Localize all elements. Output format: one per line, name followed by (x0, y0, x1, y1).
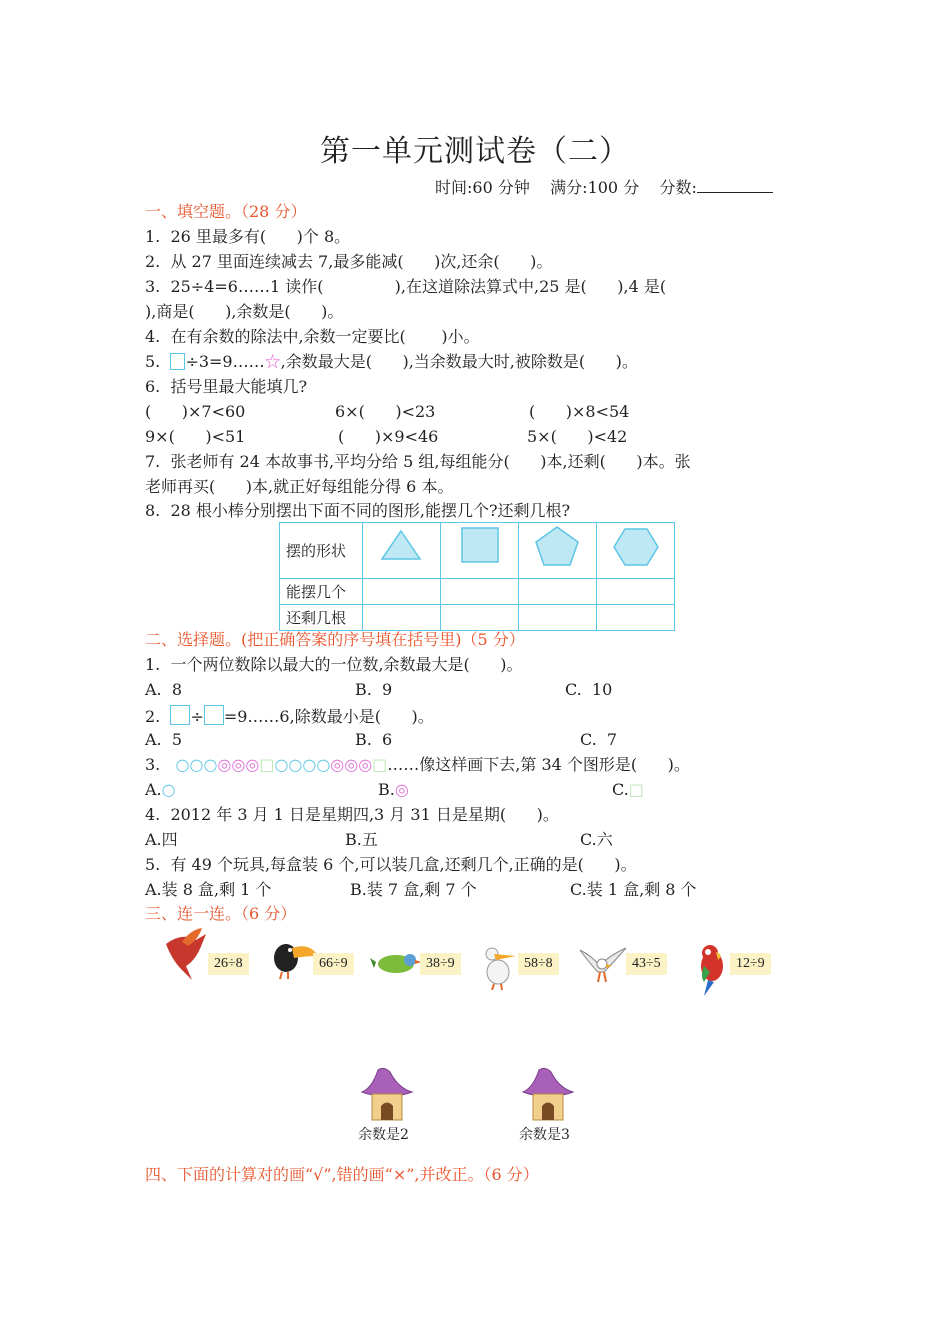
s1-q6-c: ( )×8<54 (529, 402, 630, 421)
exam-meta (435, 178, 773, 198)
house-icon[interactable] (519, 1066, 577, 1124)
pentagon-icon (519, 523, 597, 579)
q5-number: 5. (145, 352, 161, 371)
s2-q3-c (612, 780, 644, 800)
q3-c-label: C. (612, 780, 629, 799)
row-label-shape: 摆的形状 (280, 523, 363, 579)
answer-cell[interactable] (441, 579, 519, 605)
s1-q5 (145, 352, 638, 372)
q3-b-label: B. (378, 780, 395, 799)
s1-q6-d: 9×( )<51 (145, 427, 246, 446)
s1-q4: 4. 在有余数的除法中,余数一定要比( )小。 (145, 327, 480, 346)
s2-q1-b: B. 9 (355, 680, 393, 699)
toucan-icon[interactable] (266, 938, 320, 980)
s2-q2 (145, 705, 434, 727)
s2-q4-a: A.四 (145, 830, 178, 849)
square-icon (441, 523, 519, 579)
s2-q1-c: C. 10 (565, 680, 613, 699)
square-icon: □ (372, 755, 388, 774)
green-bird-icon[interactable] (370, 948, 422, 980)
answer-cell[interactable] (519, 579, 597, 605)
s2-q2-b: B. 6 (355, 730, 393, 749)
s1-q7-cont: 老师再买( )本,就正好每组能分得 6 本。 (145, 477, 454, 496)
exam-meta-text: 时间:60 分钟 满分:100 分 分数: (435, 178, 697, 197)
bird-icon[interactable] (162, 926, 212, 982)
shapes-table (279, 522, 675, 631)
s1-q7: 7. 张老师有 24 本故事书,平均分给 5 组,每组能分( )本,还剩( )本。张 (145, 452, 691, 471)
expr-1[interactable]: 66÷9 (313, 953, 354, 975)
s2-q3-b (378, 780, 409, 800)
s2-q2-a: A. 5 (145, 730, 182, 749)
s2-q5-b: B.装 7 盒,剩 7 个 (350, 880, 477, 899)
s2-q4-b: B.五 (345, 830, 378, 849)
s1-q6-e: ( )×9<46 (338, 427, 439, 446)
row-label-count: 能摆几个 (280, 579, 363, 605)
circle-icon: ○ (161, 780, 176, 799)
double-circle-icon: ◎◎◎ (217, 755, 260, 774)
s1-q2: 2. 从 27 里面连续减去 7,最多能减( )次,还余( )。 (145, 252, 553, 271)
q5-question: ,余数最大是( ),当余数最大时,被除数是( )。 (280, 352, 638, 371)
section2-heading: 二、选择题。(把正确答案的序号填在括号里)（5 分） (145, 630, 525, 649)
s1-q3: 3. 25÷4=6……1 读作( ),在这道除法算式中,25 是( ),4 是( (145, 277, 667, 296)
s2-q3-a (145, 780, 176, 800)
s2-q2-c: C. 7 (580, 730, 618, 749)
answer-cell[interactable] (519, 605, 597, 631)
square-icon: □ (628, 780, 644, 799)
circle-icon: ○○○○ (274, 755, 331, 774)
box-icon (170, 705, 190, 725)
square-icon: □ (259, 755, 275, 774)
house-label-1: 余数是3 (519, 1127, 570, 1143)
seagull-icon[interactable] (578, 942, 628, 988)
expr-5[interactable]: 12÷9 (730, 953, 771, 975)
hexagon-icon (597, 523, 675, 579)
s2-q4: 4. 2012 年 3 月 1 日是星期四,3 月 31 日是星期( )。 (145, 805, 559, 824)
q5-equation: ÷3=9…… (185, 352, 265, 371)
circle-icon: ○○○ (175, 755, 218, 774)
s2-q4-c: C.六 (580, 830, 613, 849)
star-icon: ☆ (264, 352, 281, 371)
s1-q6-a: ( )×7<60 (145, 402, 246, 421)
s2-q5: 5. 有 49 个玩具,每盒装 6 个,可以装几盒,还剩几个,正确的是( )。 (145, 855, 637, 874)
expr-2[interactable]: 38÷9 (420, 953, 461, 975)
s2-q1: 1. 一个两位数除以最大的一位数,余数最大是( )。 (145, 655, 523, 674)
section1-heading: 一、填空题。（28 分） (145, 202, 307, 221)
double-circle-icon: ◎◎◎ (330, 755, 373, 774)
expr-4[interactable]: 43÷5 (626, 953, 667, 975)
answer-cell[interactable] (597, 579, 675, 605)
s2-q1-a: A. 8 (145, 680, 182, 699)
house-label-0: 余数是2 (358, 1127, 409, 1143)
page-title: 第一单元测试卷（二） (320, 134, 630, 169)
q2-divide: ÷ (190, 707, 204, 726)
s1-q3-cont: ),商是( ),余数是( )。 (145, 302, 344, 321)
box-icon (170, 353, 185, 370)
parrot-icon[interactable] (694, 942, 730, 996)
double-circle-icon: ◎ (394, 780, 409, 799)
s1-q1: 1. 26 里最多有( )个 8。 (145, 227, 351, 246)
q3-text: ……像这样画下去,第 34 个图形是( )。 (387, 755, 690, 774)
s1-q6-f: 5×( )<42 (527, 427, 628, 446)
s2-q5-c: C.装 1 盒,剩 8 个 (570, 880, 697, 899)
s1-q8: 8. 28 根小棒分别摆出下面不同的图形,能摆几个?还剩几根? (145, 501, 571, 520)
q2-text: =9……6,除数最小是( )。 (223, 707, 434, 726)
s2-q5-a: A.装 8 盒,剩 1 个 (145, 880, 272, 899)
q2-number: 2. (145, 707, 161, 726)
s1-q6: 6. 括号里最大能填几? (145, 377, 308, 396)
pelican-icon[interactable] (478, 944, 518, 990)
section4-heading: 四、下面的计算对的画“√”,错的画“×”,并改正。（6 分） (145, 1165, 539, 1184)
score-blank[interactable] (697, 178, 773, 193)
answer-cell[interactable] (363, 605, 441, 631)
s1-q6-b: 6×( )<23 (335, 402, 436, 421)
answer-cell[interactable] (441, 605, 519, 631)
house-icon[interactable] (358, 1066, 416, 1124)
triangle-icon (363, 523, 441, 579)
answer-cell[interactable] (363, 579, 441, 605)
box-icon (204, 705, 224, 725)
row-label-remain: 还剩几根 (280, 605, 363, 631)
section3-heading: 三、连一连。（6 分） (145, 904, 297, 923)
q3-number: 3. (145, 755, 161, 774)
expr-3[interactable]: 58÷8 (518, 953, 559, 975)
s2-q3 (145, 755, 690, 775)
q3-a-label: A. (145, 780, 162, 799)
expr-0[interactable]: 26÷8 (208, 953, 249, 975)
answer-cell[interactable] (597, 605, 675, 631)
